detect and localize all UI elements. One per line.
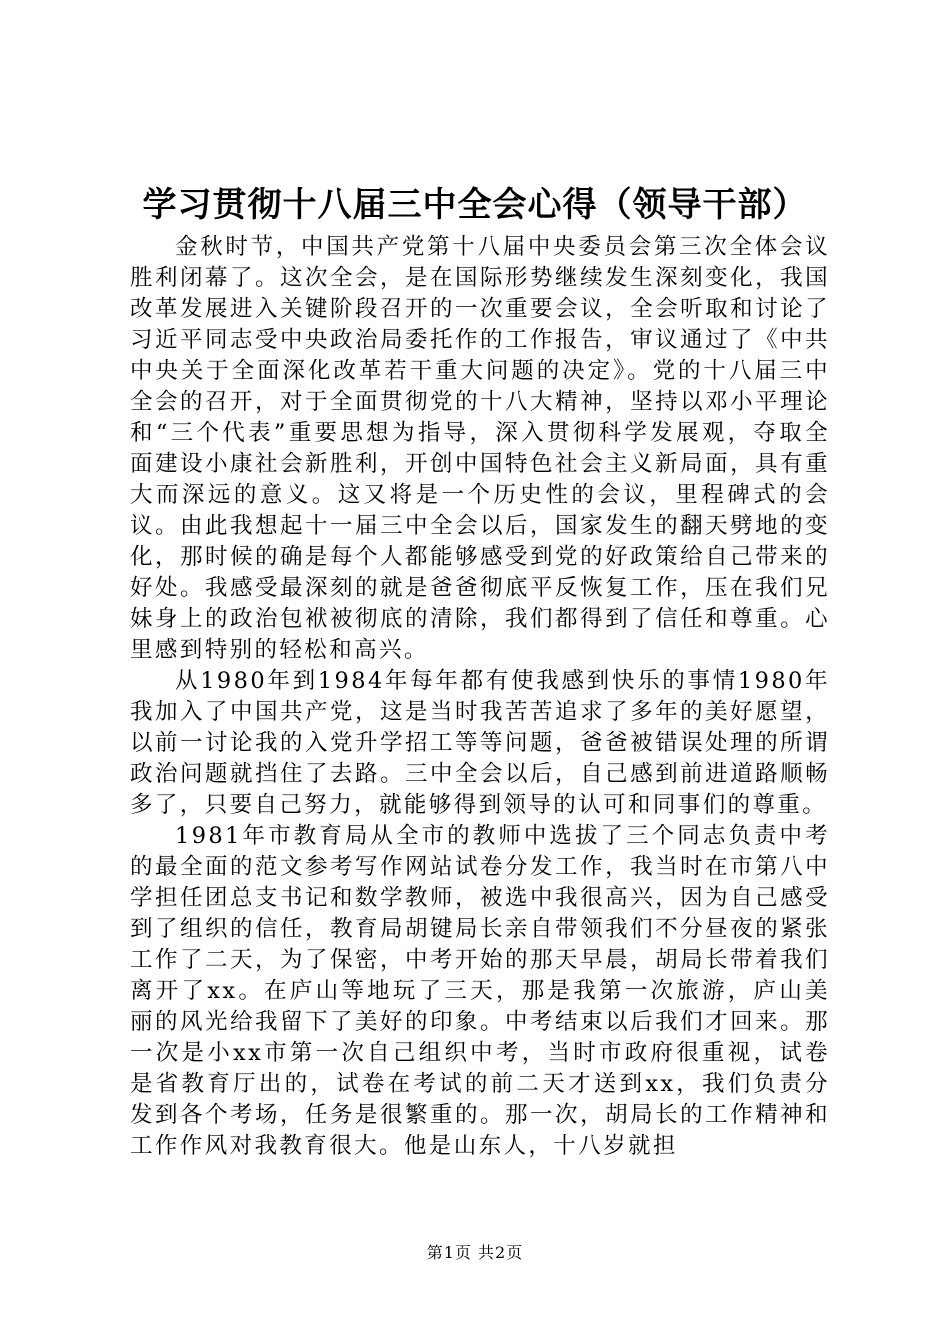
document-body — [130, 232, 830, 1162]
paragraph-1: 金秋时节，中国共产党第十八届中央委员会第三次全体会议胜利闭幕了。这次全会，是在国际形势继续发生深刻变化，我国改革发展进入关键阶段召开的一次重要会议，全会听取和讨论了习近平同志受中央政治局委托作的工作报告，审议通过了《中共中央关于全面深化改革若干重大问题的决定》。党的十八届三中全会的召开，对于全面贯彻党的十八大精神，坚持以邓小平理论和“三个代表”重要思想为指导，深入贯彻科学发展观，夺取全面建设小康社会新胜利，开创中国特色社会主义新局面，具有重大而深远的意义。这又将是一个历史性的会议，里程碑式的会议。由此我想起十一届三中全会以后，国家发生的翻天劈地的变化，那时候的确是每个人都能够感受到党的好政策给自己带来的好处。我感受最深刻的就是爸爸彻底平反恢复工作，压在我们兄妹身上的政治包袱被彻底的清除，我们都得到了信任和尊重。心里感到特别的轻松和高兴。 — [130, 234, 830, 663]
paragraph-2: 从1980年到1984年每年都有使我感到快乐的事情1980年我加入了中国共产党，这是当时我苦苦追求了多年的美好愿望，以前一讨论我的入党升学招工等等问题，爸爸被错误处理的所谓政治问题就挡住了去路。三中全会以后，自己感到前进道路顺畅多了，只要自己努力，就能够得到领导的认可和同事们的尊重。 — [130, 668, 830, 818]
paragraph-3: 1981年市教育局从全市的教师中选拔了三个同志负责中考的最全面的范文参考写作网站试卷分发工作，我当时在市第八中学担任团总支书记和数学教师，被选中我很高兴，因为自己感受到了组织的信任，教育局胡键局长亲自带领我们不分昼夜的紧张工作了二天，为了保密，中考开始的那天早晨，胡局长带着我们离开了xx。在庐山等地玩了三天，那是我第一次旅游，庐山美丽的风光给我留下了美好的印象。中考结束以后我们才回来。那一次是小xx市第一次自己组织中考，当时市政府很重视，试卷是省教育厅出的，试卷在考试的前二天才送到xx，我们负责分发到各个考场，任务是很繁重的。那一次，胡局长的工作精神和工作作风对我教育很大。他是山东人，十八岁就担 — [130, 823, 830, 1159]
page-footer: 第1页 共2页 — [426, 1243, 524, 1262]
document-title: 学习贯彻十八届三中全会心得（领导干部） — [142, 185, 808, 225]
